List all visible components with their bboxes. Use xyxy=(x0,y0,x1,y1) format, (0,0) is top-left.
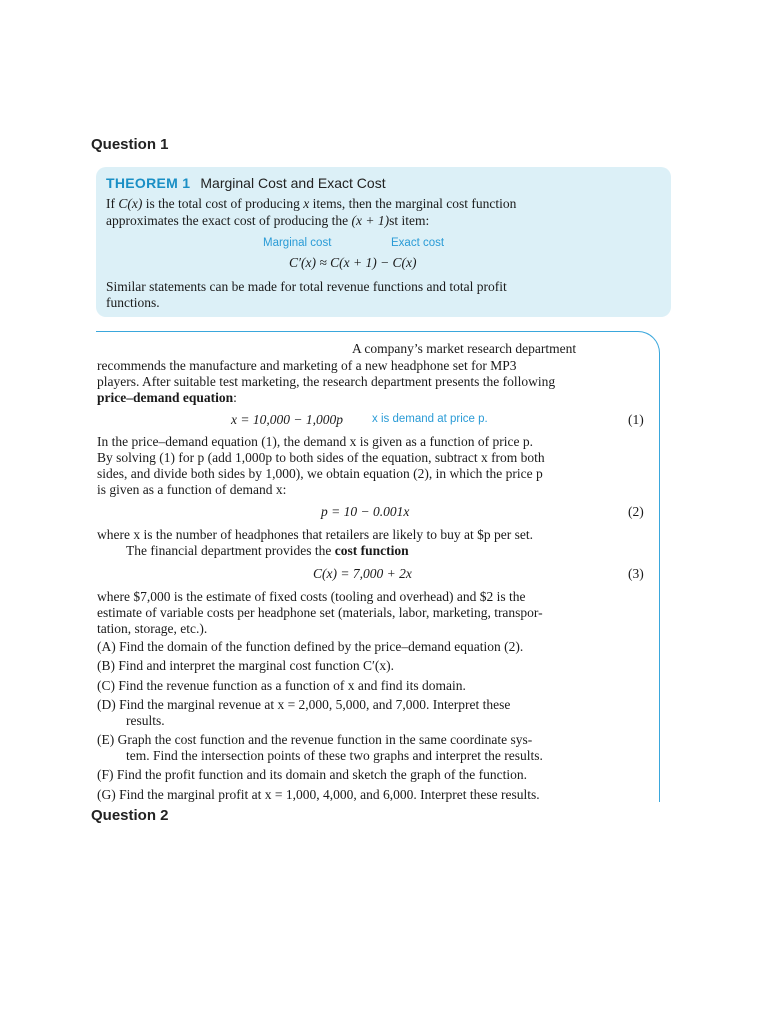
text: The financial department provides the xyxy=(126,543,335,558)
text: st item: xyxy=(389,213,430,228)
equation-3 xyxy=(313,566,412,582)
math: C′(x) ≈ C(x + 1) − C(x) xyxy=(289,255,417,270)
question-2-heading: Question 2 xyxy=(91,807,169,824)
paragraph-line: is given as a function of demand x: xyxy=(97,482,287,497)
text: approximates the exact cost of producing the xyxy=(106,213,352,228)
paragraph-line: In the price–demand equation (1), the demand x is given as a function of price p. xyxy=(97,434,533,449)
question-item-g: (G) Find the marginal profit at x = 1,000, 4,000, and 6,000. Interpret these results. xyxy=(97,787,540,802)
text: : xyxy=(233,390,237,405)
math: p = 10 − 0.001x xyxy=(321,504,410,519)
text: is the total cost of producing xyxy=(142,196,304,211)
text: If xyxy=(106,196,119,211)
theorem-line-4: functions. xyxy=(106,295,160,310)
bold-term: cost function xyxy=(334,543,409,558)
equation-1 xyxy=(231,412,343,428)
theorem-line-2 xyxy=(106,212,429,229)
question-item-d: (D) Find the marginal revenue at x = 2,000, 5,000, and 7,000. Interpret these xyxy=(97,697,511,712)
equation-1-note: x is demand at price p. xyxy=(372,413,488,425)
paragraph-line xyxy=(97,389,237,406)
equation-3-number: (3) xyxy=(628,566,644,581)
paragraph-line xyxy=(126,542,409,559)
paragraph-line: players. After suitable test marketing, the research department presents the following xyxy=(97,374,556,389)
text: items, then the marginal cost function xyxy=(309,196,517,211)
theorem-name: Marginal Cost and Exact Cost xyxy=(200,175,386,191)
equation-2-number: (2) xyxy=(628,504,644,519)
paragraph-line: estimate of variable costs per headphone set (materials, labor, marketing, transpor- xyxy=(97,605,543,620)
math: x xyxy=(303,196,310,211)
paragraph-line: tation, storage, etc.). xyxy=(97,621,208,636)
math: x = 10,000 − 1,000p xyxy=(231,412,343,427)
theorem-equation xyxy=(289,255,417,271)
question-item-b: (B) Find and interpret the marginal cost function C′(x). xyxy=(97,658,395,673)
paragraph-line: where x is the number of headphones that retailers are likely to buy at $p per set. xyxy=(97,527,533,542)
paragraph-line: By solving (1) for p (add 1,000p to both sides of the equation, subtract x from both xyxy=(97,450,545,465)
bold-term: price–demand equation xyxy=(97,390,234,405)
equation-2 xyxy=(321,504,409,520)
question-item-e-cont: tem. Find the intersection points of these two graphs and interpret the results. xyxy=(126,748,543,763)
equation-1-number: (1) xyxy=(628,412,644,427)
question-1-heading: Question 1 xyxy=(91,136,169,153)
paragraph-line: sides, and divide both sides by 1,000), we obtain equation (2), in which the price p xyxy=(97,466,543,481)
theorem-line-1 xyxy=(106,195,516,212)
question-item-e: (E) Graph the cost function and the revenue function in the same coordinate sys- xyxy=(97,732,533,747)
math: (x + 1) xyxy=(351,213,390,228)
marginal-cost-note: Marginal cost xyxy=(263,237,332,249)
theorem-label: THEOREM 1 xyxy=(106,175,191,191)
math: C(x) = 7,000 + 2x xyxy=(313,566,412,581)
question-item-c: (C) Find the revenue function as a function of x and find its domain. xyxy=(97,678,466,693)
theorem-box xyxy=(96,167,671,317)
question-item-f: (F) Find the profit function and its domain and sketch the graph of the function. xyxy=(97,767,528,782)
paragraph-line: recommends the manufacture and marketing of a new headphone set for MP3 xyxy=(97,358,517,373)
question-item-d-cont: results. xyxy=(126,713,165,728)
theorem-title xyxy=(106,175,386,191)
paragraph-line: A company’s market research department xyxy=(352,341,577,356)
question-item-a: (A) Find the domain of the function defined by the price–demand equation (2). xyxy=(97,639,524,654)
exact-cost-note: Exact cost xyxy=(391,237,445,249)
math: C(x) xyxy=(118,196,143,211)
paragraph-line: where $7,000 is the estimate of fixed costs (tooling and overhead) and $2 is the xyxy=(97,589,526,604)
theorem-line-3: Similar statements can be made for total revenue functions and total profit xyxy=(106,279,507,294)
